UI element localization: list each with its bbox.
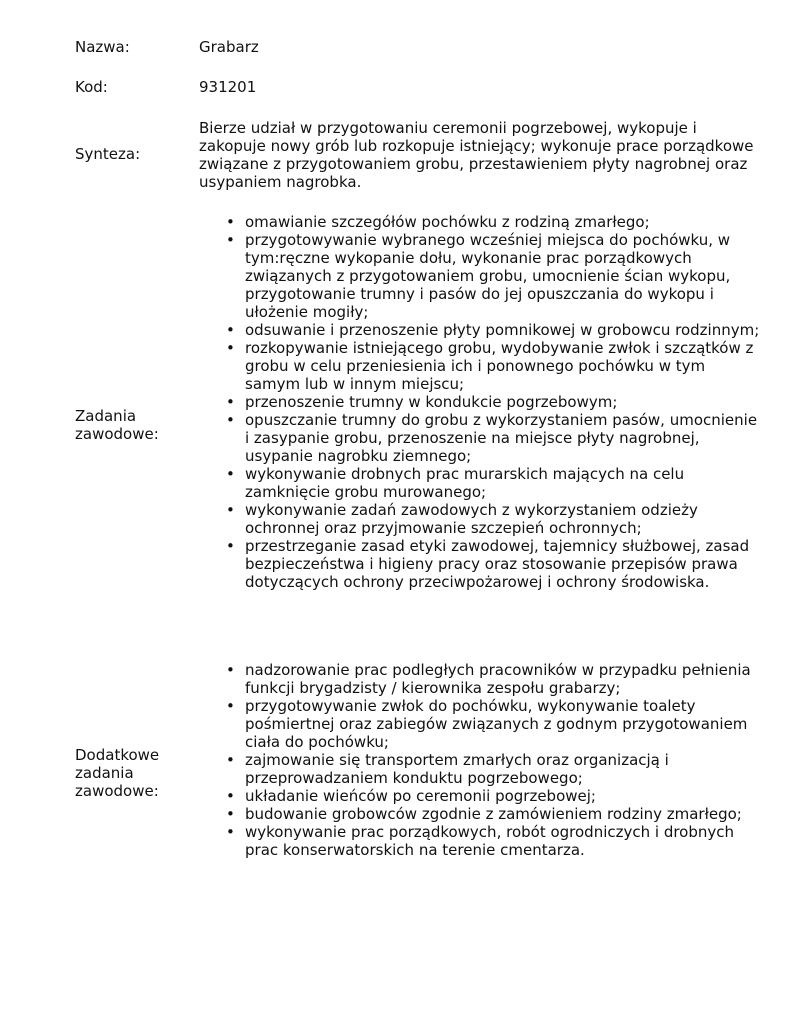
list-item: • przygotowywanie zwłok do pochówku, wykonywanie toalety pośmiertnej oraz zabiegów związanych z godnym przygotowaniem ciała do pochówku; xyxy=(245,697,760,751)
list-item: • wykonywanie prac porządkowych, robót ogrodniczych i drobnych prac konserwatorskich na terenie cmentarza. xyxy=(245,823,760,859)
list-item: • nadzorowanie prac podległych pracowników w przypadku pełnienia funkcji brygadzisty / kierownika zespołu grabarzy; xyxy=(245,661,760,697)
list-item: • omawianie szczegółów pochówku z rodziną zmarłego; xyxy=(245,213,760,231)
list-item: • układanie wieńców po ceremonii pogrzebowej; xyxy=(245,787,760,805)
list-item: • przygotowywanie wybranego wcześniej miejsca do pochówku, w tym:ręczne wykopanie dołu, wykonanie prac porządkowych związanych z przygotowaniem grobu, umocnienie ścian wykopu, przygotowanie trumny i pasów do jej opuszczania do wykopu i ułożenie mogiły; xyxy=(245,231,760,321)
list-item: • wykonywanie zadań zawodowych z wykorzystaniem odzieży ochronnej oraz przyjmowanie szczepień ochronnych; xyxy=(245,501,760,537)
list-item: • rozkopywanie istniejącego grobu, wydobywanie zwłok i szczątków z grobu w celu przeniesienia ich i ponownego pochówku w tym samym lub w innym miejscu; xyxy=(245,339,760,393)
zadania-label: Zadania zawodowe: xyxy=(75,407,159,443)
synteza-value: Bierze udział w przygotowaniu ceremonii pogrzebowej, wykopuje i zakopuje nowy grób lub rozkopuje istniejący; wykonuje prace porządkowe związane z przygotowaniem grobu, przestawieniem płyty nagrobnej oraz usypaniem nagrobka. xyxy=(199,119,754,191)
list-item: • przenoszenie trumny w kondukcie pogrzebowym; xyxy=(245,393,760,411)
list-item: • zajmowanie się transportem zmarłych oraz organizacją i przeprowadzaniem konduktu pogrzebowego; xyxy=(245,751,760,787)
list-item: • wykonywanie drobnych prac murarskich mających na celu zamknięcie grobu murowanego; xyxy=(245,465,760,501)
synteza-label: Synteza: xyxy=(75,145,141,163)
nazwa-value: Grabarz xyxy=(199,38,259,56)
dodatkowe-list xyxy=(245,661,760,859)
kod-label: Kod: xyxy=(75,78,108,96)
list-item: • odsuwanie i przenoszenie płyty pomnikowej w grobowcu rodzinnym; xyxy=(245,321,760,339)
dodatkowe-label: Dodatkowe zadania zawodowe: xyxy=(75,746,160,800)
nazwa-label: Nazwa: xyxy=(75,38,130,56)
list-item: • przestrzeganie zasad etyki zawodowej, tajemnicy służbowej, zasad bezpieczeństwa i higieny pracy oraz stosowanie przepisów prawa dotyczących ochrony przeciwpożarowej i ochrony środowiska. xyxy=(245,537,760,591)
kod-value: 931201 xyxy=(199,78,257,96)
list-item: • budowanie grobowców zgodnie z zamówieniem rodziny zmarłego; xyxy=(245,805,760,823)
list-item: • opuszczanie trumny do grobu z wykorzystaniem pasów, umocnienie i zasypanie grobu, przenoszenie na miejsce płyty nagrobnej, usypanie nagrobku ziemnego; xyxy=(245,411,760,465)
zadania-list xyxy=(245,213,760,591)
